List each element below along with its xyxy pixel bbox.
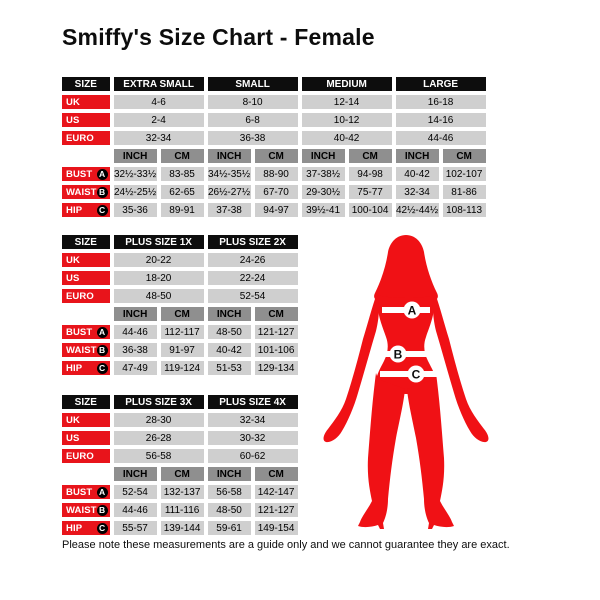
row-label-cell bbox=[62, 95, 110, 109]
unit-header-cell: CM bbox=[255, 149, 298, 163]
table-row bbox=[62, 131, 486, 145]
measurement-cell: 119-124 bbox=[161, 361, 204, 375]
column-header-cell: SMALL bbox=[208, 77, 298, 91]
row-label-text: UK bbox=[66, 96, 80, 108]
measurement-cell: 42½-44½ bbox=[395, 204, 439, 216]
figure-left-leg bbox=[358, 373, 405, 529]
marker-badge: C bbox=[97, 205, 108, 216]
size-value-cell: 40-42 bbox=[302, 131, 392, 145]
measurement-cell: 52-54 bbox=[114, 485, 157, 499]
row-label-cell bbox=[62, 167, 110, 181]
row-label bbox=[62, 203, 110, 217]
row-label-text: EURO bbox=[66, 290, 94, 302]
measurement-cell: 101-106 bbox=[255, 343, 298, 357]
row-label-text: WAIST bbox=[66, 344, 97, 356]
measurement-cell: 94-98 bbox=[349, 167, 392, 181]
unit-header-cell: INCH bbox=[302, 149, 345, 163]
marker-badge: B bbox=[97, 345, 108, 356]
unit-header-cell: CM bbox=[255, 467, 298, 481]
row-label bbox=[62, 431, 110, 445]
row-label-cell bbox=[62, 431, 110, 445]
table-row bbox=[62, 361, 298, 375]
measurement-cell: 108-113 bbox=[443, 203, 486, 217]
size-value-cell: 52-54 bbox=[208, 289, 298, 303]
row-label bbox=[62, 361, 110, 375]
measurement-cell: 56-58 bbox=[208, 485, 251, 499]
measurement-cell: 100-104 bbox=[349, 203, 392, 217]
figure-right-arm bbox=[433, 293, 489, 442]
table-row bbox=[62, 485, 298, 499]
column-header-cell: PLUS SIZE 3X bbox=[114, 395, 204, 409]
measurement-cell: 91-97 bbox=[161, 343, 204, 357]
unit-header-cell: CM bbox=[349, 149, 392, 163]
spacer-cell bbox=[62, 149, 110, 163]
row-label-cell bbox=[62, 485, 110, 499]
measurement-cell: 83-85 bbox=[161, 167, 204, 181]
size-value-cell: 30-32 bbox=[208, 431, 298, 445]
measurement-cell: 44-46 bbox=[114, 325, 157, 339]
size-value-cell: 4-6 bbox=[114, 95, 204, 109]
row-label bbox=[62, 271, 110, 285]
row-label-cell bbox=[62, 113, 110, 127]
measurement-cell: 26½-27½ bbox=[207, 186, 251, 198]
size-value-cell: 44-46 bbox=[396, 131, 486, 145]
size-header-cell: SIZE bbox=[62, 235, 110, 249]
row-label-cell bbox=[62, 503, 110, 517]
size-value-cell: 24-26 bbox=[208, 253, 298, 267]
row-label bbox=[62, 449, 110, 463]
measurement-cell: 29-30½ bbox=[302, 185, 345, 199]
size-header-cell: SIZE bbox=[62, 77, 110, 91]
row-label bbox=[62, 521, 110, 535]
row-label-cell bbox=[62, 449, 110, 463]
measurement-cell: 37-38 bbox=[208, 203, 251, 217]
measurement-cell: 47-49 bbox=[114, 361, 157, 375]
size-table-plus-3x-4x bbox=[58, 391, 302, 539]
unit-header-cell: INCH bbox=[208, 307, 251, 321]
measurement-cell: 129-134 bbox=[255, 361, 298, 375]
measurement-cell: 51-53 bbox=[208, 361, 251, 375]
measurement-cell: 81-86 bbox=[443, 185, 486, 199]
row-label-text: HIP bbox=[66, 522, 83, 534]
row-label-text: WAIST bbox=[66, 504, 97, 516]
table-row bbox=[62, 343, 298, 357]
row-label bbox=[62, 289, 110, 303]
unit-header-cell: CM bbox=[255, 307, 298, 321]
measurement-cell: 59-61 bbox=[208, 521, 251, 535]
measurement-cell: 55-57 bbox=[114, 521, 157, 535]
row-label bbox=[62, 485, 110, 499]
measurement-cell: 44-46 bbox=[114, 503, 157, 517]
row-label-text: US bbox=[66, 272, 80, 284]
column-header-cell: MEDIUM bbox=[302, 77, 392, 91]
row-label-cell bbox=[62, 325, 110, 339]
column-header-cell: PLUS SIZE 1X bbox=[114, 235, 204, 249]
measurement-cell: 67-70 bbox=[255, 185, 298, 199]
table-row bbox=[62, 113, 486, 127]
unit-header-cell: CM bbox=[161, 149, 204, 163]
size-value-cell: 60-62 bbox=[208, 449, 298, 463]
measurement-cell: 132-137 bbox=[161, 485, 204, 499]
row-label bbox=[62, 95, 110, 109]
measurement-cell: 121-127 bbox=[255, 503, 298, 517]
row-label-text: UK bbox=[66, 254, 80, 266]
row-label-text: BUST bbox=[66, 168, 93, 180]
row-label bbox=[62, 503, 110, 517]
row-label-cell bbox=[62, 521, 110, 535]
size-value-cell: 28-30 bbox=[114, 413, 204, 427]
marker-badge: A bbox=[97, 487, 108, 498]
measurement-cell: 48-50 bbox=[208, 503, 251, 517]
marker-badge: B bbox=[97, 505, 108, 516]
spacer-cell bbox=[62, 467, 110, 481]
row-label-cell bbox=[62, 361, 110, 375]
table-row bbox=[62, 413, 298, 427]
unit-header-cell: INCH bbox=[208, 149, 251, 163]
size-value-cell: 48-50 bbox=[114, 289, 204, 303]
bust-marker-letter: A bbox=[407, 303, 417, 318]
marker-badge: A bbox=[97, 327, 108, 338]
marker-badge: A bbox=[97, 169, 108, 180]
table-row bbox=[62, 325, 298, 339]
measurement-cell: 89-91 bbox=[161, 203, 204, 217]
measurement-cell: 32½-33½ bbox=[113, 168, 157, 180]
measurement-cell: 40-42 bbox=[208, 343, 251, 357]
table-row bbox=[62, 289, 298, 303]
table-row bbox=[62, 253, 298, 267]
measurement-cell: 37-38½ bbox=[302, 167, 345, 181]
row-label-text: EURO bbox=[66, 132, 94, 144]
row-label bbox=[62, 325, 110, 339]
row-label bbox=[62, 185, 110, 199]
column-header-cell: PLUS SIZE 4X bbox=[208, 395, 298, 409]
size-value-cell: 36-38 bbox=[208, 131, 298, 145]
size-header-cell: SIZE bbox=[62, 395, 110, 409]
unit-header-cell: INCH bbox=[114, 467, 157, 481]
measurement-cell: 149-154 bbox=[255, 521, 298, 535]
figure-left-arm bbox=[324, 293, 380, 442]
size-value-cell: 20-22 bbox=[114, 253, 204, 267]
row-label-text: WAIST bbox=[66, 186, 97, 198]
footnote: Please note these measurements are a guide only and we cannot guarantee they are exact. bbox=[62, 539, 510, 551]
row-label bbox=[62, 253, 110, 267]
row-label-cell bbox=[62, 271, 110, 285]
row-label-cell bbox=[62, 253, 110, 267]
size-value-cell: 26-28 bbox=[114, 431, 204, 445]
measurement-cell: 88-90 bbox=[255, 167, 298, 181]
table-row bbox=[62, 449, 298, 463]
row-label-text: HIP bbox=[66, 362, 83, 374]
size-value-cell: 2-4 bbox=[114, 113, 204, 127]
measurement-cell: 112-117 bbox=[161, 325, 204, 339]
row-label-cell bbox=[62, 131, 110, 145]
measurement-cell: 39½-41 bbox=[302, 203, 345, 217]
measurement-cell: 111-116 bbox=[161, 503, 204, 517]
measurement-cell: 102-107 bbox=[443, 167, 486, 181]
row-label-cell bbox=[62, 203, 110, 217]
measurement-cell: 34½-35½ bbox=[207, 168, 251, 180]
measurement-cell: 62-65 bbox=[161, 185, 204, 199]
row-label-cell bbox=[62, 289, 110, 303]
figure-right-leg bbox=[407, 373, 454, 529]
column-header-cell: LARGE bbox=[396, 77, 486, 91]
column-header-cell: EXTRA SMALL bbox=[114, 77, 204, 91]
marker-badge: B bbox=[97, 187, 108, 198]
measurement-cell: 36-38 bbox=[114, 343, 157, 357]
unit-header-cell: INCH bbox=[396, 149, 439, 163]
table-row bbox=[62, 431, 298, 445]
unit-header-cell: CM bbox=[443, 149, 486, 163]
figure-head-hair bbox=[374, 235, 438, 301]
row-label bbox=[62, 131, 110, 145]
spacer-cell bbox=[62, 307, 110, 321]
measurement-cell: 94-97 bbox=[255, 203, 298, 217]
measurement-cell: 139-144 bbox=[161, 521, 204, 535]
measurement-cell: 142-147 bbox=[255, 485, 298, 499]
measurement-cell: 24½-25½ bbox=[113, 186, 157, 198]
row-label-text: BUST bbox=[66, 326, 93, 338]
size-table-plus-1x-2x bbox=[58, 231, 302, 379]
row-label-text: EURO bbox=[66, 450, 94, 462]
table-row bbox=[62, 271, 298, 285]
page-title: Smiffy's Size Chart - Female bbox=[62, 24, 375, 50]
row-label bbox=[62, 167, 110, 181]
table-row bbox=[62, 167, 486, 181]
table-row bbox=[62, 521, 298, 535]
unit-header-cell: INCH bbox=[114, 149, 157, 163]
unit-header-cell: CM bbox=[161, 467, 204, 481]
size-value-cell: 22-24 bbox=[208, 271, 298, 285]
row-label-text: US bbox=[66, 432, 80, 444]
female-silhouette-figure bbox=[318, 233, 494, 533]
unit-header-cell: CM bbox=[161, 307, 204, 321]
measurement-cell: 40-42 bbox=[396, 167, 439, 181]
size-value-cell: 12-14 bbox=[302, 95, 392, 109]
measurement-cell: 35-36 bbox=[114, 203, 157, 217]
table-row bbox=[62, 503, 298, 517]
row-label-text: US bbox=[66, 114, 80, 126]
unit-header-cell: INCH bbox=[208, 467, 251, 481]
row-label bbox=[62, 413, 110, 427]
marker-badge: C bbox=[97, 363, 108, 374]
size-value-cell: 18-20 bbox=[114, 271, 204, 285]
size-value-cell: 32-34 bbox=[114, 131, 204, 145]
size-value-cell: 14-16 bbox=[396, 113, 486, 127]
measurement-cell: 32-34 bbox=[396, 185, 439, 199]
row-label bbox=[62, 113, 110, 127]
marker-badge: C bbox=[97, 523, 108, 534]
table-row bbox=[62, 95, 486, 109]
row-label-cell bbox=[62, 413, 110, 427]
row-label-cell bbox=[62, 185, 110, 199]
row-label-text: UK bbox=[66, 414, 80, 426]
size-value-cell: 16-18 bbox=[396, 95, 486, 109]
table-row bbox=[62, 185, 486, 199]
waist-marker-letter: B bbox=[393, 347, 403, 362]
row-label-text: HIP bbox=[66, 204, 83, 216]
column-header-cell: PLUS SIZE 2X bbox=[208, 235, 298, 249]
size-value-cell: 6-8 bbox=[208, 113, 298, 127]
size-value-cell: 56-58 bbox=[114, 449, 204, 463]
hip-marker-letter: C bbox=[411, 367, 421, 382]
size-value-cell: 32-34 bbox=[208, 413, 298, 427]
row-label-text: BUST bbox=[66, 486, 93, 498]
size-value-cell: 8-10 bbox=[208, 95, 298, 109]
measurement-cell: 121-127 bbox=[255, 325, 298, 339]
size-value-cell: 10-12 bbox=[302, 113, 392, 127]
row-label-cell bbox=[62, 343, 110, 357]
measurement-cell: 48-50 bbox=[208, 325, 251, 339]
size-table-standard bbox=[58, 73, 490, 221]
unit-header-cell: INCH bbox=[114, 307, 157, 321]
table-row bbox=[62, 203, 486, 217]
measurement-cell: 75-77 bbox=[349, 185, 392, 199]
row-label bbox=[62, 343, 110, 357]
